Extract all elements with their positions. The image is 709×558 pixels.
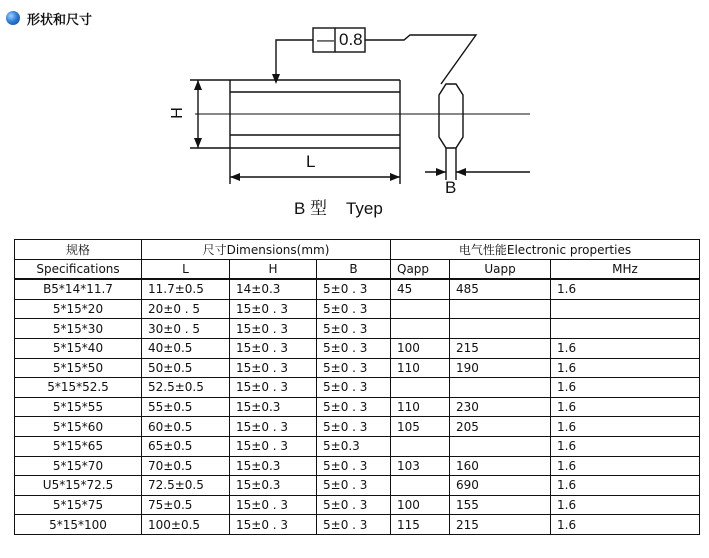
qapp-cell: 110 [391, 358, 450, 378]
spec-cell: 5*15*70 [15, 456, 142, 476]
mhz-cell: 1.6 [551, 495, 700, 515]
h-cell: 15±0.3 [230, 397, 317, 417]
uapp-cell [450, 299, 551, 319]
l-cell: 72.5±0.5 [142, 476, 230, 496]
qapp-cell [391, 476, 450, 496]
section-title: 形状和尺寸 [27, 12, 93, 28]
side-view-profile [439, 84, 463, 148]
qapp-cell: 103 [391, 456, 450, 476]
h-cell: 15±0 . 3 [230, 495, 317, 515]
qapp-cell: 100 [391, 338, 450, 358]
qapp-cell: 100 [391, 495, 450, 515]
uapp-cell: 230 [450, 397, 551, 417]
b-cell: 5±0 . 3 [317, 417, 391, 437]
qapp-cell [391, 378, 450, 398]
mhz-cell: 1.6 [551, 378, 700, 398]
spec-cell: 5*15*40 [15, 338, 142, 358]
mhz-cell: 1.6 [551, 515, 700, 535]
header-mhz: MHz [551, 259, 700, 279]
header-model: 规格 [15, 240, 142, 260]
l-cell: 52.5±0.5 [142, 378, 230, 398]
table-row [15, 515, 700, 535]
tolerance-symbol: — [317, 30, 334, 49]
table-row [15, 456, 700, 476]
spec-cell: 5*15*30 [15, 319, 142, 339]
header-dimensions: 尺寸Dimensions(mm) [142, 240, 391, 260]
h-cell: 15±0 . 3 [230, 417, 317, 437]
b-cell: 5±0.3 [317, 436, 391, 456]
h-cell: 15±0 . 3 [230, 436, 317, 456]
table-row [15, 358, 700, 378]
l-cell: 100±0.5 [142, 515, 230, 535]
mhz-cell: 1.6 [551, 436, 700, 456]
mhz-cell: 1.6 [551, 358, 700, 378]
mhz-cell [551, 319, 700, 339]
l-cell: 75±0.5 [142, 495, 230, 515]
qapp-cell: 115 [391, 515, 450, 535]
type-caption: B 型 Tyep [294, 199, 383, 218]
table-row [15, 378, 700, 398]
table-row [15, 299, 700, 319]
l-cell: 30±0 . 5 [142, 319, 230, 339]
header-b: B [317, 259, 391, 279]
uapp-cell: 190 [450, 358, 551, 378]
b-cell: 5±0 . 3 [317, 358, 391, 378]
l-cell: 70±0.5 [142, 456, 230, 476]
header-row-2 [15, 259, 700, 279]
h-cell: 15±0.3 [230, 456, 317, 476]
qapp-cell: 45 [391, 279, 450, 299]
uapp-cell [450, 319, 551, 339]
table-row [15, 436, 700, 456]
header-qapp: Qapp [391, 259, 450, 279]
h-cell: 15±0 . 3 [230, 299, 317, 319]
spec-cell: 5*15*52.5 [15, 378, 142, 398]
b-cell: 5±0 . 3 [317, 338, 391, 358]
l-cell: 55±0.5 [142, 397, 230, 417]
qapp-cell [391, 436, 450, 456]
b-cell: 5±0 . 3 [317, 397, 391, 417]
header-uapp: Uapp [450, 259, 551, 279]
label-b: B [445, 178, 457, 197]
spec-cell: 5*15*100 [15, 515, 142, 535]
h-cell: 15±0 . 3 [230, 378, 317, 398]
spec-cell: 5*15*20 [15, 299, 142, 319]
label-h: H [168, 107, 186, 119]
b-cell: 5±0 . 3 [317, 456, 391, 476]
header-row-1 [15, 240, 700, 260]
b-cell: 5±0 . 3 [317, 319, 391, 339]
b-cell: 5±0 . 3 [317, 515, 391, 535]
tolerance-leader [276, 40, 313, 78]
table-row [15, 476, 700, 496]
uapp-cell: 205 [450, 417, 551, 437]
h-cell: 15±0 . 3 [230, 319, 317, 339]
label-l: L [306, 152, 316, 171]
b-cell: 5±0 . 3 [317, 476, 391, 496]
mhz-cell: 1.6 [551, 456, 700, 476]
b-cell: 5±0 . 3 [317, 279, 391, 299]
mhz-cell: 1.6 [551, 476, 700, 496]
qapp-cell [391, 319, 450, 339]
table-row [15, 279, 700, 299]
spec-cell: 5*15*65 [15, 436, 142, 456]
uapp-cell: 160 [450, 456, 551, 476]
l-cell: 60±0.5 [142, 417, 230, 437]
spec-cell: 5*15*60 [15, 417, 142, 437]
spec-cell: 5*15*55 [15, 397, 142, 417]
mhz-cell [551, 299, 700, 319]
table-row [15, 319, 700, 339]
spec-cell: U5*15*72.5 [15, 476, 142, 496]
qapp-cell: 105 [391, 417, 450, 437]
table-row [15, 397, 700, 417]
h-cell: 15±0 . 3 [230, 515, 317, 535]
uapp-cell: 215 [450, 515, 551, 535]
mhz-cell: 1.6 [551, 338, 700, 358]
uapp-cell: 155 [450, 495, 551, 515]
h-cell: 15±0 . 3 [230, 358, 317, 378]
spec-cell: 5*15*50 [15, 358, 142, 378]
mhz-cell: 1.6 [551, 397, 700, 417]
header-h: H [230, 259, 317, 279]
h-cell: 15±0.3 [230, 476, 317, 496]
header-l: L [142, 259, 230, 279]
table-row [15, 495, 700, 515]
b-cell: 5±0 . 3 [317, 495, 391, 515]
uapp-cell [450, 378, 551, 398]
h-cell: 14±0.3 [230, 279, 317, 299]
b-cell: 5±0 . 3 [317, 378, 391, 398]
table-row [15, 338, 700, 358]
b-cell: 5±0 . 3 [317, 299, 391, 319]
spec-cell: 5*15*75 [15, 495, 142, 515]
l-cell: 40±0.5 [142, 338, 230, 358]
header-specifications: Specifications [15, 259, 142, 279]
mhz-cell: 1.6 [551, 279, 700, 299]
l-cell: 65±0.5 [142, 436, 230, 456]
mhz-cell: 1.6 [551, 417, 700, 437]
l-cell: 20±0 . 5 [142, 299, 230, 319]
tolerance-value: 0.8 [339, 30, 363, 49]
uapp-cell: 485 [450, 279, 551, 299]
uapp-cell [450, 436, 551, 456]
qapp-cell [391, 299, 450, 319]
header-electronic: 电气性能Electronic properties [391, 240, 700, 260]
qapp-cell: 110 [391, 397, 450, 417]
l-cell: 50±0.5 [142, 358, 230, 378]
l-cell: 11.7±0.5 [142, 279, 230, 299]
h-cell: 15±0 . 3 [230, 338, 317, 358]
uapp-cell: 215 [450, 338, 551, 358]
uapp-cell: 690 [450, 476, 551, 496]
spec-table [14, 239, 700, 535]
table-row [15, 417, 700, 437]
spec-cell: B5*14*11.7 [15, 279, 142, 299]
